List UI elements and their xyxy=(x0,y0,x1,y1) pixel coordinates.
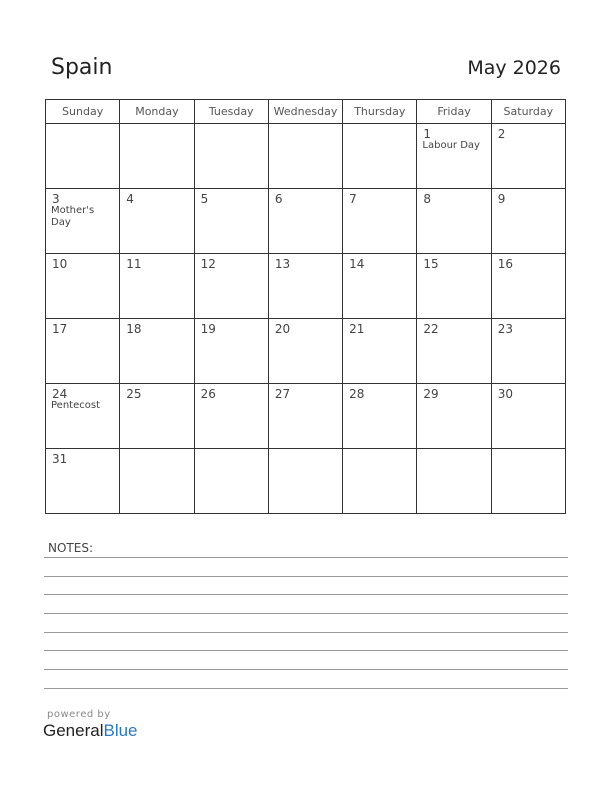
day-cell xyxy=(491,449,565,514)
weekday-saturday: Saturday xyxy=(491,100,565,124)
day-number: 16 xyxy=(497,257,513,271)
day-cell xyxy=(417,319,491,384)
day-cell xyxy=(268,124,342,189)
day-number: 22 xyxy=(423,322,439,336)
day-cell xyxy=(491,384,565,449)
day-cell xyxy=(268,189,342,254)
weekday-wednesday: Wednesday xyxy=(268,100,342,124)
day-number: 12 xyxy=(200,257,216,271)
day-number: 19 xyxy=(200,322,216,336)
brand-blue-text: Blue xyxy=(103,721,138,740)
day-number: 5 xyxy=(200,192,209,206)
brand-general-text: General xyxy=(43,721,104,740)
day-cell xyxy=(194,189,268,254)
day-number: 23 xyxy=(497,322,513,336)
country-title: Spain xyxy=(51,55,113,80)
note-line xyxy=(44,669,568,670)
day-cell xyxy=(491,319,565,384)
day-number: 24 xyxy=(52,387,68,401)
holiday-label: Labour Day xyxy=(422,140,480,151)
week-row xyxy=(46,384,566,449)
day-cell xyxy=(491,254,565,319)
note-line xyxy=(44,632,568,633)
day-cell xyxy=(46,384,120,449)
calendar-grid xyxy=(45,99,566,514)
day-cell xyxy=(343,254,417,319)
week-row xyxy=(46,319,566,384)
week-row xyxy=(46,254,566,319)
day-cell xyxy=(46,189,120,254)
week-row xyxy=(46,449,566,514)
week-row xyxy=(46,189,566,254)
day-cell xyxy=(120,319,194,384)
brand-logo[interactable] xyxy=(43,721,138,741)
day-cell xyxy=(194,254,268,319)
day-cell xyxy=(194,319,268,384)
day-cell xyxy=(491,124,565,189)
day-cell xyxy=(343,319,417,384)
weekday-tuesday: Tuesday xyxy=(194,100,268,124)
day-cell xyxy=(120,449,194,514)
weekday-sunday: Sunday xyxy=(46,100,120,124)
day-number: 3 xyxy=(52,192,60,206)
day-cell xyxy=(120,189,194,254)
day-number: 13 xyxy=(274,257,291,271)
day-number: 26 xyxy=(200,387,216,401)
day-cell xyxy=(46,124,120,189)
day-cell xyxy=(120,254,194,319)
powered-by-text: powered by xyxy=(47,709,111,720)
day-number: 18 xyxy=(126,322,142,336)
day-number: 1 xyxy=(423,127,432,141)
day-cell xyxy=(343,124,417,189)
day-cell xyxy=(417,254,491,319)
day-number: 6 xyxy=(274,192,283,206)
month-year-title: May 2026 xyxy=(467,57,561,79)
note-line xyxy=(44,688,568,689)
day-number: 11 xyxy=(126,257,142,271)
day-cell xyxy=(491,189,565,254)
day-cell xyxy=(343,189,417,254)
day-cell xyxy=(46,449,120,514)
note-line xyxy=(44,613,568,614)
day-number: 29 xyxy=(423,387,439,401)
day-number: 25 xyxy=(126,387,142,401)
day-number: 17 xyxy=(52,322,68,336)
notes-label: NOTES: xyxy=(48,541,93,555)
day-cell xyxy=(46,319,120,384)
note-line xyxy=(44,650,568,651)
day-number: 31 xyxy=(52,452,68,466)
weekday-friday: Friday xyxy=(417,100,491,124)
day-cell xyxy=(417,189,491,254)
day-number: 28 xyxy=(349,387,365,401)
day-cell xyxy=(343,384,417,449)
day-number: 9 xyxy=(497,192,506,206)
day-number: 21 xyxy=(349,322,365,336)
day-cell xyxy=(194,384,268,449)
note-line xyxy=(44,557,568,558)
holiday-label: Mother's Day xyxy=(51,205,95,228)
day-number: 20 xyxy=(274,322,291,336)
weekday-monday: Monday xyxy=(120,100,194,124)
day-number: 7 xyxy=(349,192,357,206)
day-number: 8 xyxy=(423,192,432,206)
day-cell xyxy=(417,449,491,514)
day-number: 10 xyxy=(52,257,68,271)
week-row xyxy=(46,124,566,189)
note-line xyxy=(44,576,568,577)
day-number: 2 xyxy=(497,127,506,141)
day-cell xyxy=(268,319,342,384)
day-number: 30 xyxy=(497,387,513,401)
day-number: 15 xyxy=(423,257,439,271)
day-cell xyxy=(268,254,342,319)
weekday-thursday: Thursday xyxy=(343,100,417,124)
day-cell xyxy=(120,384,194,449)
day-cell xyxy=(343,449,417,514)
day-cell xyxy=(120,124,194,189)
day-number: 27 xyxy=(274,387,291,401)
day-cell xyxy=(194,449,268,514)
note-line xyxy=(44,594,568,595)
day-number: 14 xyxy=(349,257,365,271)
day-cell xyxy=(46,254,120,319)
weekday-header-row xyxy=(46,100,566,124)
day-cell xyxy=(417,124,491,189)
day-number: 4 xyxy=(126,192,134,206)
day-cell xyxy=(417,384,491,449)
day-cell xyxy=(268,384,342,449)
day-cell xyxy=(268,449,342,514)
holiday-label: Pentecost xyxy=(51,400,100,411)
day-cell xyxy=(194,124,268,189)
